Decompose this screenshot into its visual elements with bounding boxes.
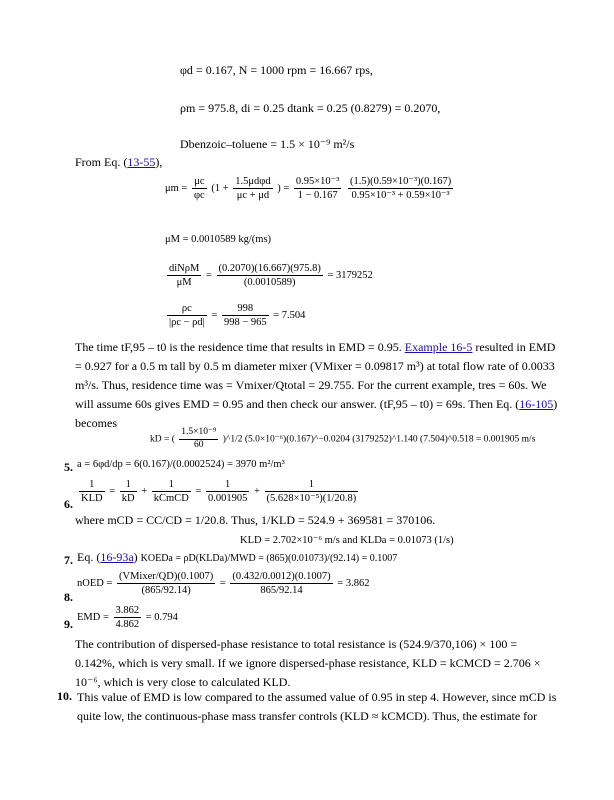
step-7-line: Eq. (16-93a) KOEDa = ρD(KLDa)/MWD = (865)(0.01073)/(92.14) = 0.1007 [77,550,398,564]
equation-step-9: EMD = $\frac{3.862}{4.862}$ = 0.794 [77,605,178,631]
eq-16-93a-link[interactable]: 16-93a [100,550,134,564]
equation-step-6: $\frac{1}{\text{KLD}}$ = $\frac{1}{kD}$ + $\frac{1}{\text{kCmCD}}$ = $\frac{1}{0.001905}$ + $\frac{1}{\text{(5.628×10⁻⁵)(1/20.8)}}$ [81,479,357,505]
example-16-5-link[interactable]: Example 16-5 [404,340,473,354]
eq-16-105-link[interactable]: 16-105 [519,397,554,411]
equation-diffusivity: Dbenzoic–toluene = 1.5 × 10⁻⁹ m²/s [180,137,355,151]
equation-reynolds: $\frac{\text{diNρM}}{\mu M}$ = $\frac{(0.2070)(16.667)(975.8)}{(0.0010589)}$ = 3179252 [169,263,373,289]
eq-13-55-link[interactable]: 13-55 [127,155,156,169]
paragraph-dispersed-resistance: The contribution of dispersed-phase resistance to total resistance is (524.9/370,106) × 100 = 0.142%, which is very small. If we ignore dispersed-phase resistance, KLD = kCMCD = 2.706 × 10⁻⁶, which is very close to calculated KLD. [75,637,541,689]
equation-step-8: nOED = $\frac{\text{(VMixer/QD)(0.1007)}}{(865/92.14)}$ = $\frac{(0.432/0.0012)(0.1007)}{865/92.14}$ = 3.862 [77,571,370,597]
equation-kD: kD = ( $\frac{\text{1.5×10⁻⁹}}{60}$ )^1/2 (5.0×10⁻⁶)(0.167)^−0.0204 (3179252)^1.140 (7.504)^0.518 = 0.001905 m/s [150,427,536,450]
step-7-label: 7. [64,553,73,567]
from-eq-line: From Eq. (13-55), [75,155,163,169]
equation-phi-rpm: φd = 0.167, N = 1000 rpm = 16.667 rps, [180,63,373,77]
equation-mu-M: μM = 0.0010589 kg/(ms) [165,234,272,245]
equation-step-5: a = 6φd/dp = 6(0.167)/(0.0002524) = 3970 m²/m³ [77,459,285,470]
step-10-text: This value of EMD is low compared to the assumed value of 0.95 in step 4. However, since mCD is quite low, the continuous-phase mass transfer controls (KLD ≈ kCMCD). Thus, the estimate for [77,690,557,723]
paragraph-residence-time: The time tF,95 – t0 is the residence time that results in EMD = 0.95. Example 16-5 resulted in EMD = 0.927 for a 0.5 m tall by 0.5 m diameter mixer (VMixer = 0.09817 m³) at total flow rate of 0.0033 m³/s. Thus, residence time was = Vmixer/Qtotal = 29.755. For the current example, tres = 60s. We will assume 60s gives EMD = 0.95 and then check our answer. (tF,95 – t0) = 69s. Then Eq. (16-105) becomes [75,340,558,430]
equation-KLD: KLD = 2.702×10⁻⁶ m/s and KLDa = 0.01073 (1/s) [240,535,454,546]
paragraph-mcd: where mCD = CC/CD = 1/20.8. Thus, 1/KLD = 524.9 + 369581 = 370106. [75,513,436,527]
step-6-label: 6. [64,497,73,511]
step-5-label: 5. [64,460,73,474]
step-9-label: 9. [64,617,73,631]
equation-rho-di: ρm = 975.8, di = 0.25 dtank = 0.25 (0.8279) = 0.2070, [180,101,441,115]
step-8-label: 8. [64,590,73,604]
equation-mu-m: μm = $\frac{\mu c}{\varphi c}$ (1 + $\frac{\text{1.5μdφd}}{\mu c + \mu d}$ ) = $\frac{\text{0.95×10⁻³}}{1 - 0.167}$ $\frac{\text{(1.5)(0.59×10⁻³)(0.167)}}{\text{0.95×10⁻³ + 0.59×10⁻³}}$ [165,176,452,202]
step-10-label: 10. [57,689,72,703]
equation-density-ratio: $\frac{\rho c}{|\rho c - \rho d|}$ = $\frac{998}{998 - 965}$ = 7.504 [169,303,306,329]
